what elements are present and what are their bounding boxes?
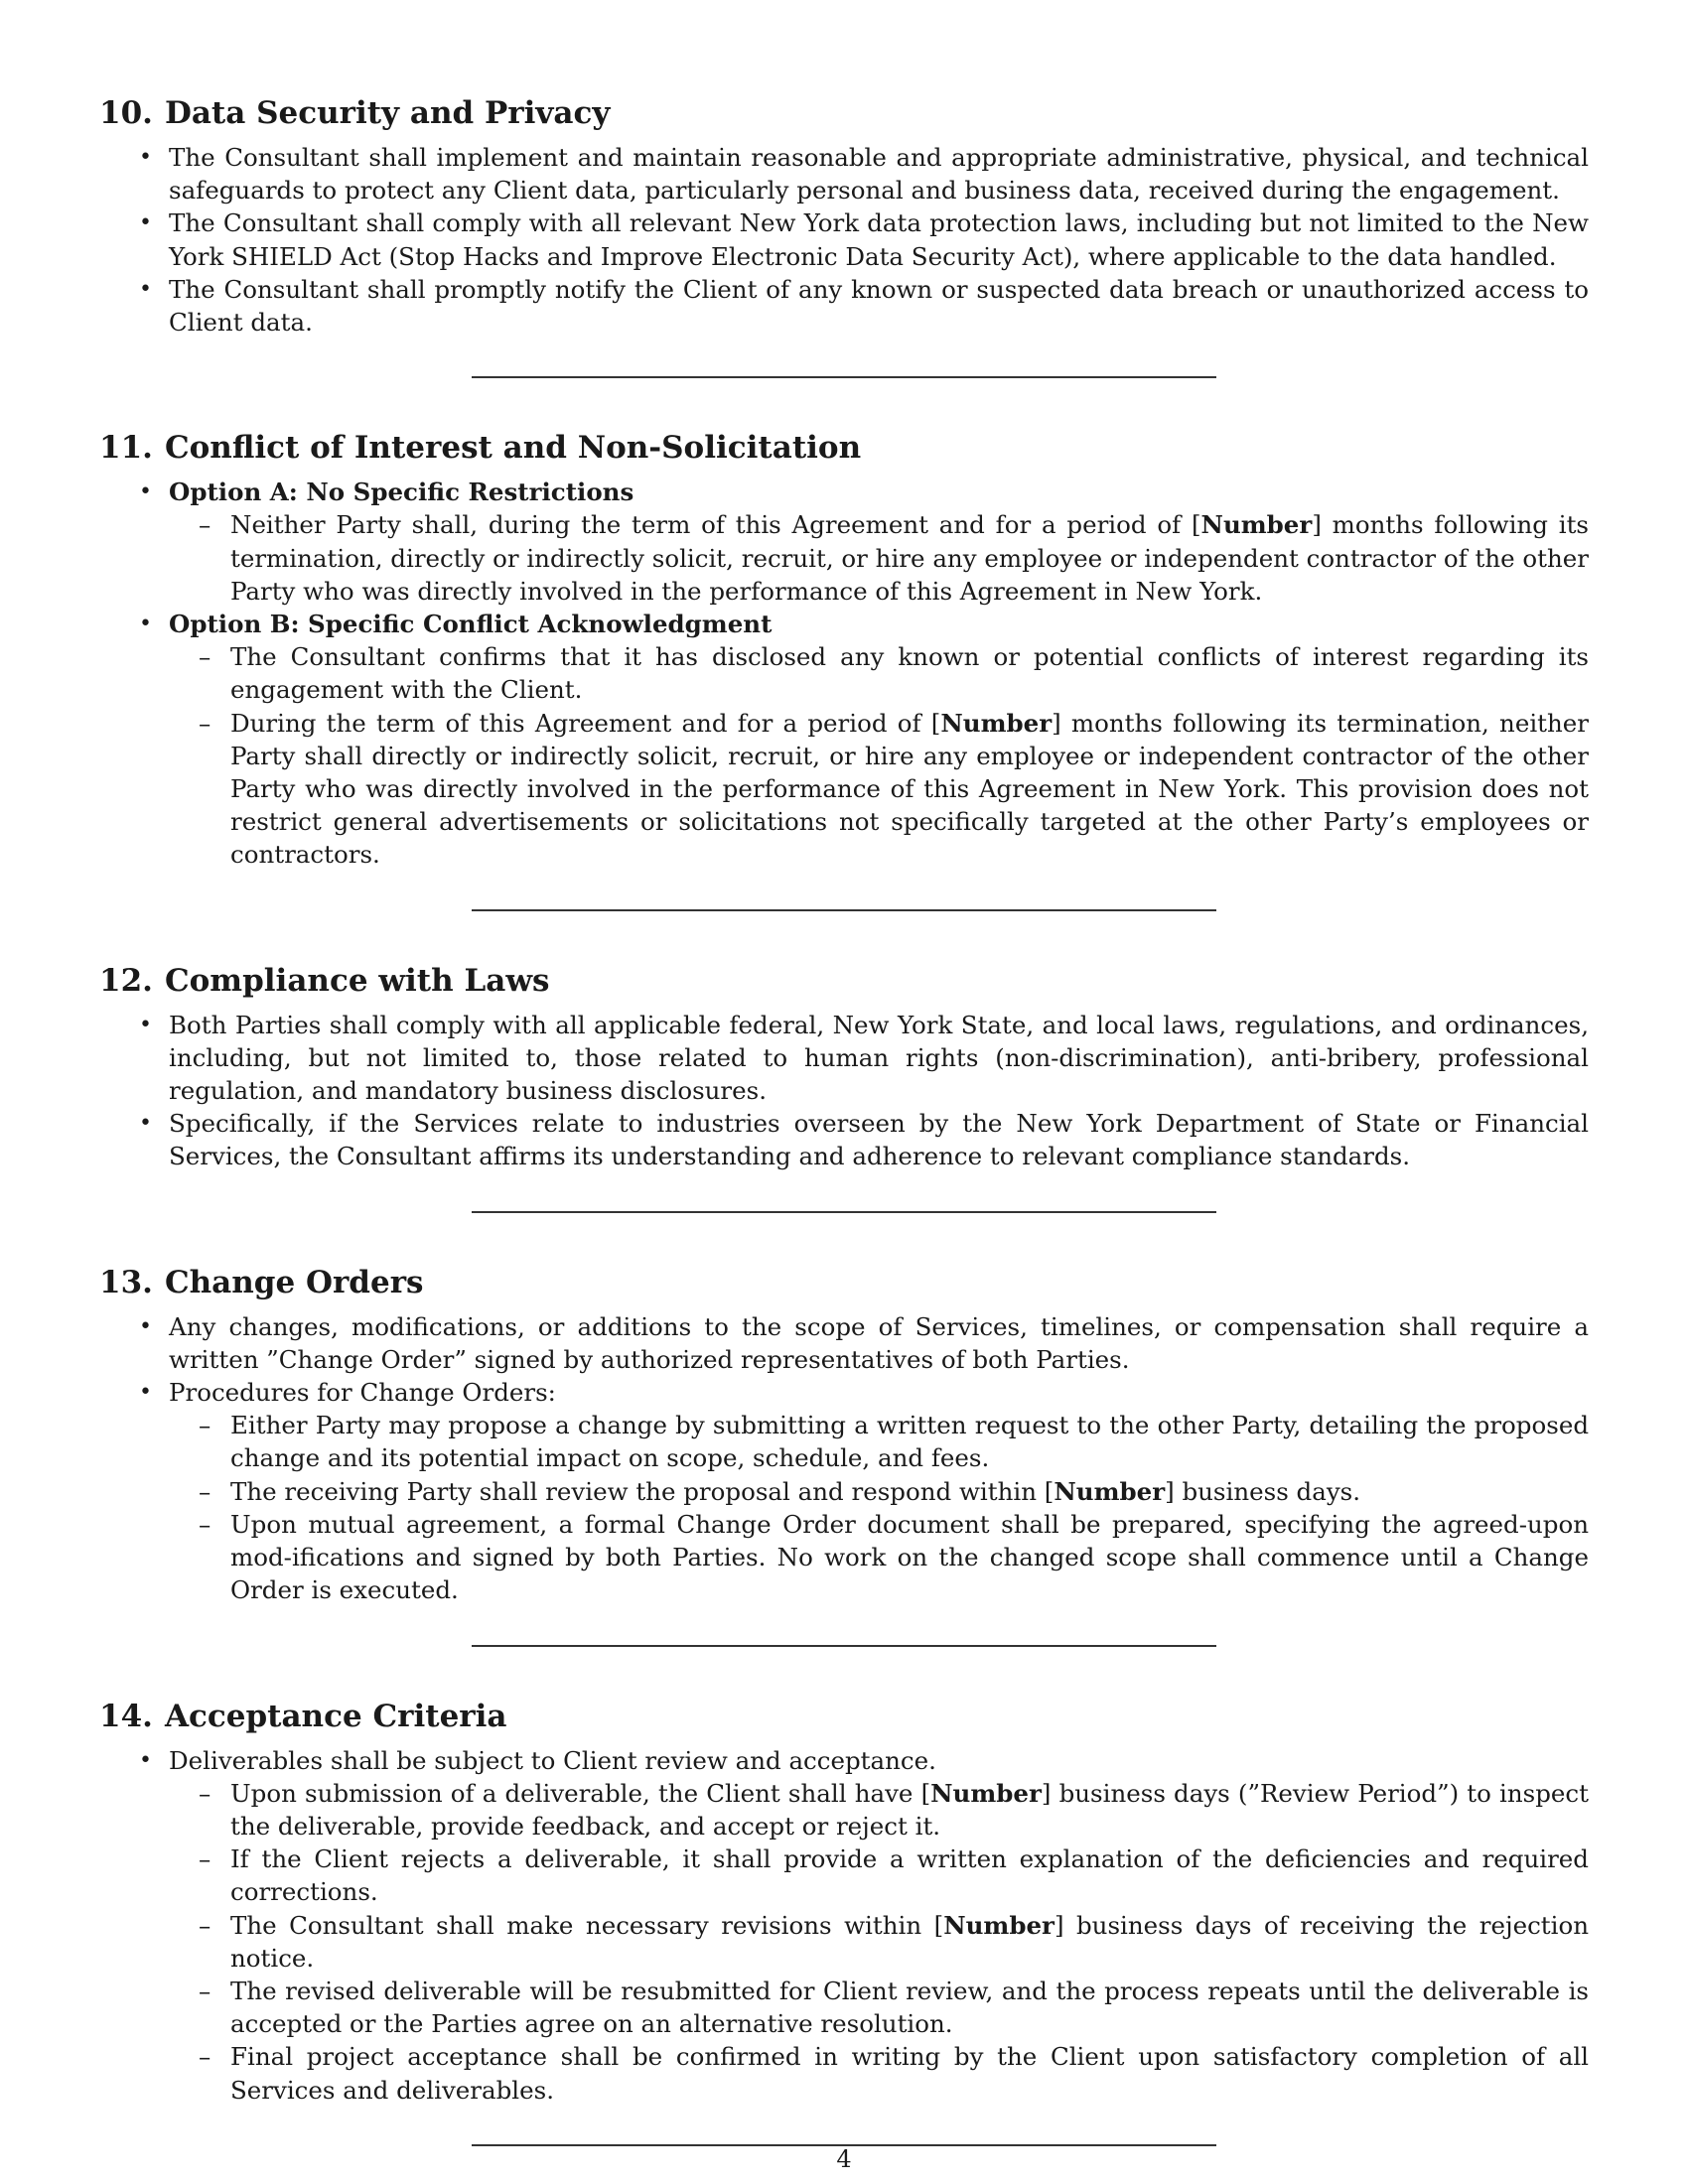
dash-icon: – <box>199 1411 211 1440</box>
bullet-icon: • <box>139 1313 152 1339</box>
bullet-icon: • <box>139 1111 152 1137</box>
sub-list-item: – Final project acceptance shall be confirmed in writing by the Client upon satisfactory completion of all Services and deliverables. <box>199 2042 1589 2105</box>
section-10 <box>99 91 1589 339</box>
divider <box>472 376 1216 378</box>
section-14-list <box>99 1744 1589 2107</box>
dash-icon: – <box>199 2042 211 2072</box>
dash-icon: – <box>199 1476 211 1506</box>
dash-icon: – <box>199 1976 211 2005</box>
bullet-icon: • <box>139 1747 152 1773</box>
section-10-title: 10. Data Security and Privacy <box>99 95 611 131</box>
bullet-icon: • <box>139 210 152 236</box>
list-item: • Both Parties shall comply with all applicable federal, New York State, and local laws, regulations, and ordinances, including, but not limited to, those related to human rights (non-discrimination), anti-bribery, professional regulation, and mandatory business disclosures. <box>139 1010 1589 1106</box>
sub-list-item: – During the term of this Agreement and for a period of [Number] months following its termination, neither Party shall directly or indirectly solicit, recruit, or hire any employee or independent contractor of the other Party who was directly involved in the performance of this Agreement in New York. This provision does not restrict general advertisements or solicitations not specifically targeted at the other Party’s employees or contractors. <box>199 708 1589 870</box>
sub-list-item: – The Consultant shall make necessary revisions within [Number] business days of receiving the rejection notice. <box>199 1910 1590 1973</box>
list-item: • Specifically, if the Services relate to industries overseen by the New York Department of State or Financial Services, the Consultant affirms its understanding and adherence to relevant compliance standards. <box>139 1109 1589 1171</box>
document-page <box>99 91 1589 2146</box>
bullet-icon: • <box>139 1012 152 1037</box>
sub-list-item: – The Consultant confirms that it has disclosed any known or potential conflicts of interest regarding its engagement with the Client. <box>199 642 1589 705</box>
section-14-title: 14. Acceptance Criteria <box>99 1698 507 1734</box>
dash-icon: – <box>199 1509 211 1539</box>
sub-list-item: – If the Client rejects a deliverable, it shall provide a written explanation of the deficiencies and required corrections. <box>199 1844 1589 1907</box>
list-item: • The Consultant shall implement and maintain reasonable and appropriate administrative, physical, and technical safeguards to protect any Client data, particularly personal and business data, received during the engagement. <box>139 143 1589 205</box>
bullet-icon: • <box>139 276 152 302</box>
bullet-icon: • <box>139 1380 152 1406</box>
section-13-list <box>99 1310 1589 1607</box>
section-13 <box>99 1261 1589 1607</box>
dash-icon: – <box>199 1844 211 1874</box>
section-12-title: 12. Compliance with Laws <box>99 962 550 999</box>
list-item: • The Consultant shall promptly notify the Client of any known or suspected data breach or unauthorized access to Client data. <box>139 274 1589 338</box>
divider <box>472 909 1216 911</box>
section-11-title: 11. Conflict of Interest and Non-Solicitation <box>99 430 862 467</box>
list-item: • Any changes, modifications, or additions to the scope of Services, timelines, or compensation shall require a written ”Change Order” signed by authorized representatives of both Parties. <box>139 1311 1589 1374</box>
section-12 <box>99 959 1589 1173</box>
dash-icon: – <box>199 642 211 672</box>
divider <box>472 1645 1216 1647</box>
list-item: • The Consultant shall comply with all relevant New York data protection laws, including but not limited to the New York SHIELD Act (Stop Hacks and Improve Electronic Data Security Act), where applicable to the data handled. <box>139 208 1589 271</box>
dash-icon: – <box>199 1910 211 1940</box>
sub-list-item: – The receiving Party shall review the proposal and respond within [Number] business days. <box>169 1475 1589 1508</box>
dash-icon: – <box>199 1778 211 1808</box>
list-item: • Procedures for Change Orders: – Either Party may propose a change by submitting a written request to the other Party, detailing the proposed change and its potential impact on scope, schedule, and fees. – The receiving Party shall review the proposal and respond within [Number] business days. – Upon mutual agreement, a formal Change Order document shall be prepared, specifying the agreed-upon mod-ifications and signed by both Parties. No work on the changed scope shall commence until a Change Order is executed. <box>99 1376 1589 1606</box>
divider <box>472 1211 1216 1213</box>
bullet-icon: • <box>139 145 152 170</box>
section-14 <box>99 1695 1589 2107</box>
section-11 <box>99 426 1589 871</box>
sub-list-item: – The revised deliverable will be resubmitted for Client review, and the process repeats until the deliverable is accepted or the Parties agree on an alternative resolution. <box>199 1976 1589 2039</box>
option-a-heading: Option A: No Specific Restrictions <box>169 478 634 507</box>
sub-list-item: – Either Party may propose a change by submitting a written request to the other Party, detailing the proposed change and its potential impact on scope, schedule, and fees. <box>199 1411 1589 1473</box>
list-item: • Deliverables shall be subject to Client review and acceptance. – Upon submission of a deliverable, the Client shall have [Number] business days (”Review Period”) to inspect the deliverable, provide feedback, and accept or reject it. – If the Client rejects a deliverable, it shall provide a written explanation of the deficiencies and required corrections. – The Consultant shall make necessary revisions within [Number] business days of receiving the rejection notice. – The revised deliverable will be resubmitted for Client review, and the process repeats until the deliverable is accepted or the Parties agree on an alternative resolution. – Final project acceptance shall be confirmed in writing by the Client upon satisfactory completion of all Services and deliverables. <box>99 1744 1589 2107</box>
section-12-list <box>99 1009 1589 1173</box>
section-10-list <box>99 141 1589 339</box>
option-b-heading: Option B: Specific Conflict Acknowledgment <box>169 610 773 639</box>
sub-list-item: – Neither Party shall, during the term of this Agreement and for a period of [Number] months following its termination, directly or indirectly solicit, recruit, or hire any employee or independent contractor of the other Party who was directly involved in the performance of this Agreement in New York. <box>199 510 1589 606</box>
list-item <box>99 608 1589 872</box>
sub-list-item: – Upon submission of a deliverable, the Client shall have [Number] business days (”Review Period”) to inspect the deliverable, provide feedback, and accept or reject it. <box>199 1778 1589 1841</box>
bullet-icon: • <box>139 612 152 637</box>
dash-icon: – <box>199 510 211 540</box>
bullet-icon: • <box>139 479 152 505</box>
page-number: 4 <box>836 2145 852 2173</box>
dash-icon: – <box>199 708 211 738</box>
section-11-list <box>99 476 1589 871</box>
list-item <box>99 476 1589 608</box>
sub-list-item: – Upon mutual agreement, a formal Change Order document shall be prepared, specifying the agreed-upon mod-ifications and signed by both Parties. No work on the changed scope shall commence until a Change Order is executed. <box>199 1509 1589 1605</box>
section-13-title: 13. Change Orders <box>99 1264 424 1300</box>
